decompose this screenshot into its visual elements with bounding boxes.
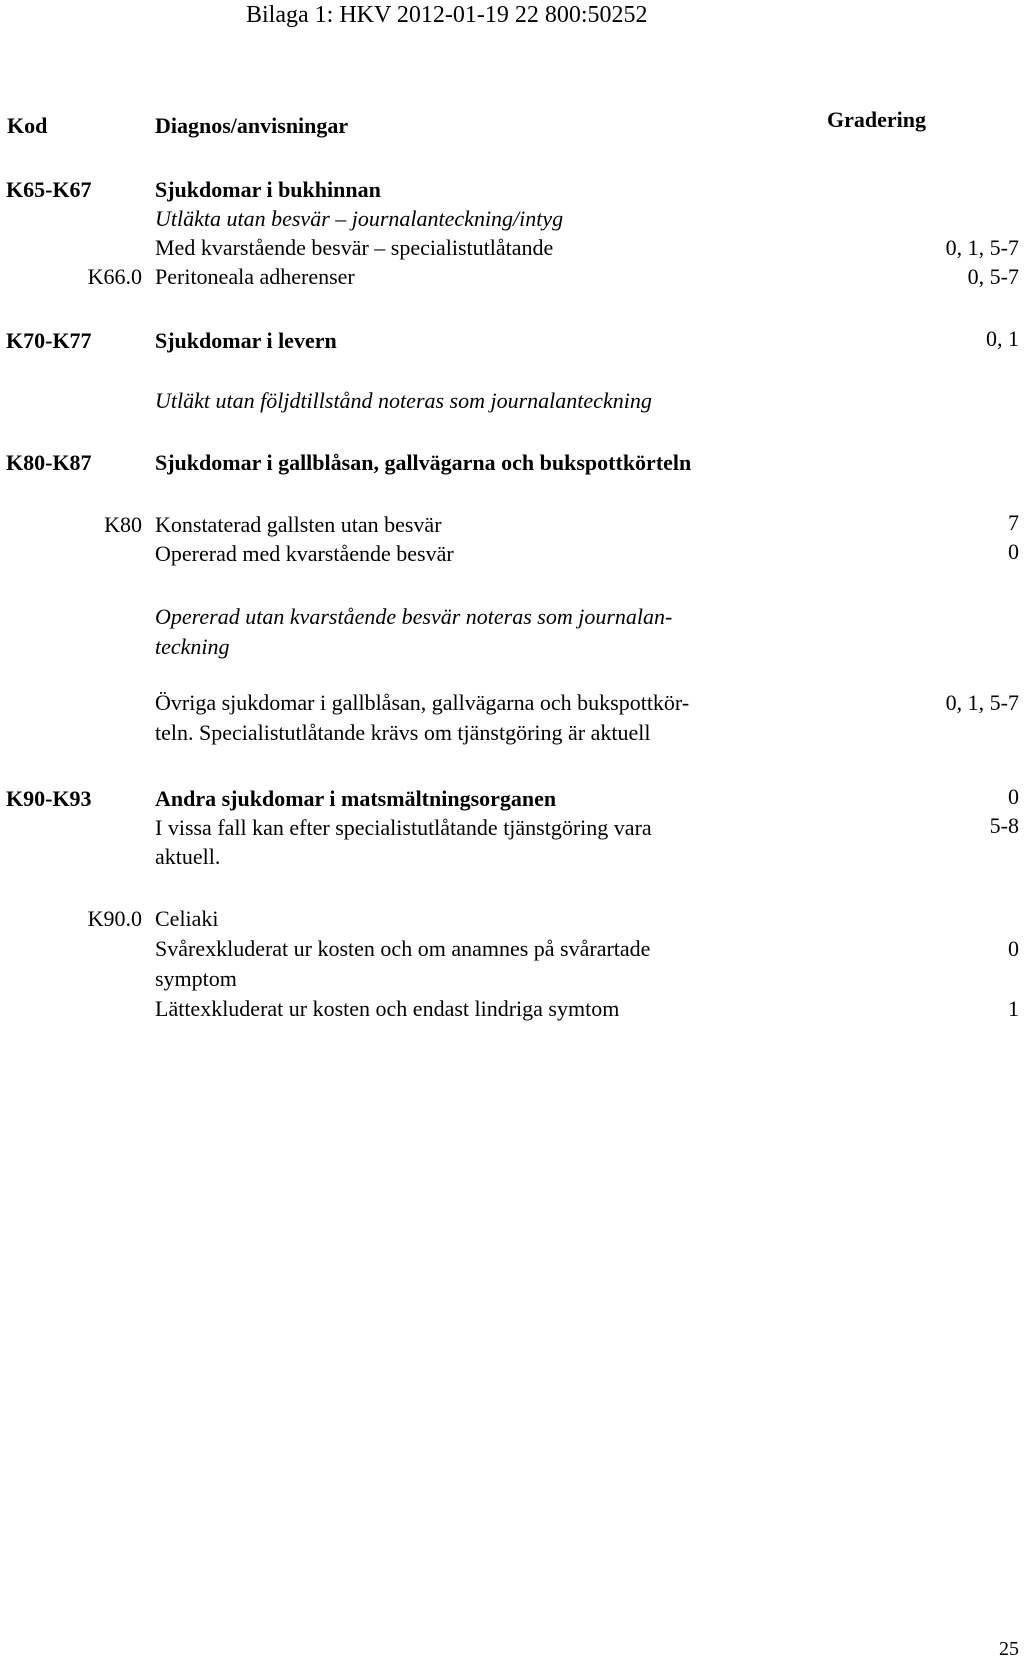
row-code: K65-K67 [6,177,92,202]
row-grade: 0, 5-7 [967,264,1019,289]
row-text: Peritoneala adherenser [155,264,355,289]
row-text: Konstaterad gallsten utan besvär [155,512,442,537]
row-text: Opererad med kvarstående besvär [155,541,454,566]
row-text: Opererad utan kvarstående besvär noteras som journalan- [155,604,673,629]
row-code: K80 [104,512,142,537]
row-grade: 0, 1 [986,326,1019,351]
row-text: Lättexkluderat ur kosten och endast lindriga symtom [155,996,620,1021]
row-text: Svårexkluderat ur kosten och om anamnes på svårartade [155,936,651,961]
row-text: symptom [155,966,237,991]
row-heading: Sjukdomar i levern [155,328,337,353]
row-code: K80-K87 [6,450,92,475]
row-grade: 0, 1, 5-7 [945,235,1019,260]
row-heading: Sjukdomar i bukhinnan [155,177,381,202]
row-grade: 0 [1008,936,1019,961]
row-code: K90.0 [87,906,142,931]
row-code: K66.0 [87,264,142,289]
row-grade: 0, 1, 5-7 [945,690,1019,715]
row-text: Celiaki [155,906,219,931]
row-text: Övriga sjukdomar i gallblåsan, gallvägarna och bukspottkör- [155,690,690,715]
column-header-code: Kod [7,113,48,138]
row-heading: Andra sjukdomar i matsmältningsorganen [155,786,557,811]
row-text: aktuell. [155,844,221,869]
row-grade: 0 [1008,539,1019,564]
row-text: teln. Specialistutlåtande krävs om tjänstgöring är aktuell [155,720,651,745]
page-number: 25 [999,1638,1019,1660]
row-grade: 7 [1008,510,1019,535]
row-code: K90-K93 [6,786,92,811]
row-code: K70-K77 [6,328,92,353]
row-grade: 0 [1008,784,1019,809]
row-text: I vissa fall kan efter specialistutlåtande tjänstgöring vara [155,815,652,840]
running-header: Bilaga 1: HKV 2012-01-19 22 800:50252 [246,2,648,28]
row-text: Med kvarstående besvär – specialistutlåtande [155,235,554,260]
row-heading: Sjukdomar i gallblåsan, gallvägarna och bukspottkörteln [155,450,692,475]
row-grade: 5-8 [989,813,1019,838]
row-text: teckning [155,634,230,659]
row-text: Utläkta utan besvär – journalanteckning/intyg [155,206,564,231]
column-header-diagnosis: Diagnos/anvisningar [155,113,349,138]
column-header-grade: Gradering [827,107,926,132]
row-text: Utläkt utan följdtillstånd noteras som journalanteckning [155,388,652,413]
row-grade: 1 [1008,996,1019,1021]
